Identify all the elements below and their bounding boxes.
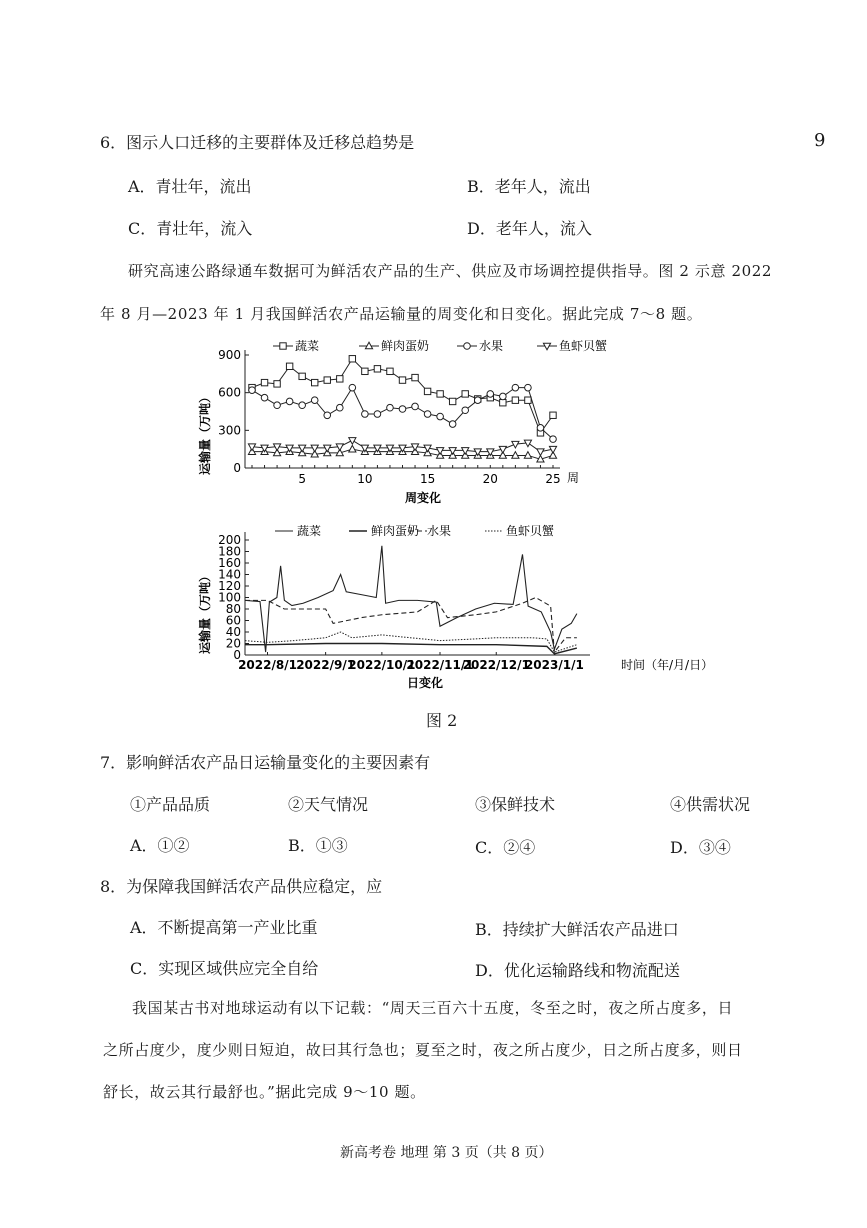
weekly-legend (273, 338, 607, 353)
intro-line-2: 年 8 月—2023 年 1 月我国鲜活农产品运输量的周变化和日变化。据此完成 7～8 题。 (100, 305, 703, 323)
weekly-data-point (286, 445, 293, 452)
weekly-data-point (387, 404, 394, 411)
weekly-data-point (412, 374, 418, 380)
intro-line-1: 研究高速公路绿通车数据可为鲜活农产品的生产、供应及市场调控提供指导。图 2 示意 2022 (128, 262, 773, 280)
q7-factor-4: ④供需状况 (670, 795, 751, 814)
q6-option-c: C．青壮年，流入 (128, 219, 253, 238)
weekly-data-point (399, 377, 405, 383)
daily-y-tick-label: 20 (225, 636, 241, 651)
passage-line-1: 我国某古书对地球运动有以下记载：“周天三百六十五度，冬至之时，夜之所占度多，日 (132, 999, 734, 1017)
weekly-data-point (274, 381, 280, 387)
weekly-data-point (374, 411, 381, 418)
daily-legend-fruit-label: 水果 (427, 524, 452, 538)
weekly-data-point (362, 368, 368, 374)
weekly-data-point (449, 398, 455, 404)
q7-factor-3: ③保鲜技术 (475, 795, 556, 814)
weekly-data-point (374, 445, 381, 452)
daily-y-tick-label: 60 (225, 613, 241, 628)
daily-axes (218, 532, 590, 672)
weekly-data-point (525, 397, 531, 403)
daily-legend-meat-label: 鲜肉蛋奶 (371, 524, 420, 538)
weekly-x-tick-label: 5 (298, 472, 306, 486)
weekly-data-point (449, 448, 456, 455)
weekly-legend-label: 水果 (479, 339, 504, 353)
page-footer: 新高考卷 地理 第 3 页（共 8 页） (340, 1145, 553, 1161)
weekly-data-point (324, 412, 331, 419)
weekly-series-line (252, 388, 553, 439)
weekly-legend-label: 鲜肉蛋奶 (381, 339, 430, 353)
daily-xlabel: 日变化 (406, 676, 444, 690)
weekly-data-point (512, 397, 518, 403)
weekly-data-point (311, 397, 318, 404)
weekly-data-point (374, 366, 380, 372)
q8-option-d: D．优化运输路线和物流配送 (475, 961, 680, 980)
weekly-y-tick-label: 900 (218, 348, 241, 362)
weekly-data-point (500, 393, 507, 400)
weekly-data-point (437, 413, 444, 420)
weekly-y-tick-label: 0 (233, 461, 241, 475)
q7-option-c: C．②④ (475, 838, 536, 857)
weekly-data-point (474, 397, 481, 404)
daily-x-tick-label: 2023/1/1 (524, 658, 584, 672)
figure-caption: 图 2 (426, 711, 458, 730)
weekly-data-point (462, 407, 469, 414)
daily-y-tick-label: 180 (218, 544, 241, 559)
weekly-data-point (312, 379, 318, 385)
weekly-data-point (487, 449, 494, 456)
weekly-data-point (474, 449, 481, 456)
weekly-y-tick-label: 600 (218, 385, 241, 400)
weekly-data-point (311, 445, 318, 452)
q8-option-a: A．不断提高第一产业比重 (130, 918, 318, 937)
daily-x-tick-label: 2022/10/1 (348, 658, 416, 672)
daily-series-line-0 (245, 546, 577, 652)
daily-y-tick-label: 160 (218, 556, 241, 570)
weekly-ylabel: 运输量（万吨） (198, 390, 212, 476)
weekly-data-point (399, 406, 406, 413)
weekly-data-point (362, 411, 369, 418)
q6-option-a: A．青壮年，流出 (128, 177, 252, 196)
daily-x-tick-label: 2022/9/1 (296, 658, 356, 672)
q7-factor-2: ②天气情况 (288, 795, 369, 814)
page-number: 9 (814, 130, 826, 151)
weekly-data-point (261, 445, 268, 452)
daily-x-tick-label: 2022/12/1 (462, 658, 530, 672)
q7-factor-1: ①产品品质 (130, 795, 211, 814)
daily-legend-vegetables-label: 蔬菜 (297, 524, 322, 538)
weekly-data-point (324, 445, 331, 452)
daily-ylabel: 运输量（万吨） (198, 569, 212, 655)
daily-y-tick-label: 140 (218, 567, 241, 582)
weekly-data-point (462, 391, 468, 397)
weekly-data-point (337, 376, 343, 382)
q6-option-b: B．老年人，流出 (467, 177, 591, 196)
weekly-x-tick-label: 15 (419, 472, 436, 486)
weekly-data-point (299, 373, 305, 379)
daily-y-tick-label: 40 (225, 625, 241, 639)
daily-legend (275, 523, 554, 538)
weekly-series-line (252, 359, 553, 433)
passage-line-2: 之所占度少，度少则日短迫，故曰其行急也；夏至之时，夜之所占度少，日之所占度多，则日 (103, 1041, 743, 1059)
weekly-x-tick-label: 20 (482, 472, 498, 486)
daily-series-line-3 (245, 632, 577, 652)
weekly-data-point (550, 436, 557, 443)
daily-transport-chart (195, 520, 715, 695)
daily-legend-seafood-label: 鱼虾贝蟹 (506, 524, 555, 538)
weekly-data-point (261, 379, 267, 385)
weekly-series (248, 356, 556, 462)
q7-option-a: A．①② (130, 836, 190, 855)
q7-option-b: B．①③ (288, 836, 348, 855)
weekly-data-point (349, 438, 356, 445)
daily-y-tick-label: 120 (218, 579, 241, 593)
daily-series (245, 546, 577, 654)
weekly-data-point (550, 412, 556, 418)
weekly-data-point (386, 445, 393, 452)
daily-x-tick-label: 2022/11/1 (406, 658, 474, 672)
weekly-data-point (387, 368, 393, 374)
weekly-y-tick-label: 300 (218, 423, 241, 438)
weekly-data-point (274, 402, 281, 409)
weekly-legend-marker (464, 343, 471, 350)
weekly-data-point (487, 391, 494, 398)
weekly-data-point (449, 421, 456, 428)
weekly-x-unit: 周 (567, 471, 580, 485)
weekly-data-point (286, 363, 292, 369)
weekly-transport-chart (195, 335, 615, 510)
weekly-series-2 (249, 384, 557, 442)
weekly-data-point (537, 449, 544, 456)
question-6-stem: 6．图示人口迁移的主要群体及迁移总趋势是 (100, 133, 415, 152)
daily-y-tick-label: 200 (218, 533, 241, 547)
daily-y-tick-label: 100 (218, 590, 241, 605)
weekly-data-point (299, 402, 306, 409)
daily-x-tick-label: 2022/8/1 (238, 658, 297, 672)
weekly-data-point (299, 445, 306, 452)
weekly-data-point (500, 400, 506, 406)
question-7-stem: 7．影响鲜活农产品日运输量变化的主要因素有 (100, 753, 431, 772)
weekly-data-point (537, 425, 544, 432)
weekly-legend-marker (280, 343, 286, 349)
question-8-stem: 8．为保障我国鲜活农产品供应稳定，应 (100, 877, 383, 896)
q8-option-b: B．持续扩大鲜活农产品进口 (475, 920, 679, 939)
weekly-data-point (412, 403, 419, 410)
weekly-x-tick-label: 25 (545, 472, 561, 486)
daily-y-tick-label: 0 (233, 648, 241, 662)
daily-y-tick-label: 80 (225, 602, 241, 616)
weekly-data-point (349, 356, 355, 362)
weekly-legend-label: 鱼虾贝蟹 (559, 339, 608, 353)
weekly-data-point (286, 398, 293, 405)
daily-series-line-1 (245, 644, 577, 654)
passage-line-3: 舒长，故云其行最舒也。”据此完成 9～10 题。 (103, 1083, 426, 1101)
weekly-data-point (512, 384, 519, 391)
q8-option-c: C．实现区域供应完全自给 (130, 959, 319, 978)
q7-option-d: D．③④ (670, 838, 731, 857)
weekly-xlabel: 周变化 (404, 491, 442, 505)
weekly-data-point (424, 411, 431, 418)
weekly-data-point (261, 394, 268, 401)
weekly-data-point (349, 384, 356, 391)
weekly-data-point (249, 387, 256, 394)
weekly-data-point (349, 445, 356, 452)
weekly-data-point (525, 384, 532, 391)
weekly-x-tick-label: 10 (357, 472, 373, 486)
weekly-series-0 (249, 356, 556, 436)
q6-option-d: D．老年人，流入 (467, 219, 592, 238)
weekly-data-point (424, 388, 430, 394)
daily-x-unit: 时间（年/月/日） (621, 658, 714, 672)
weekly-data-point (399, 445, 406, 452)
weekly-data-point (324, 377, 330, 383)
weekly-data-point (336, 404, 343, 411)
weekly-data-point (437, 448, 444, 455)
weekly-data-point (437, 391, 443, 397)
weekly-legend-label: 蔬菜 (295, 339, 320, 353)
